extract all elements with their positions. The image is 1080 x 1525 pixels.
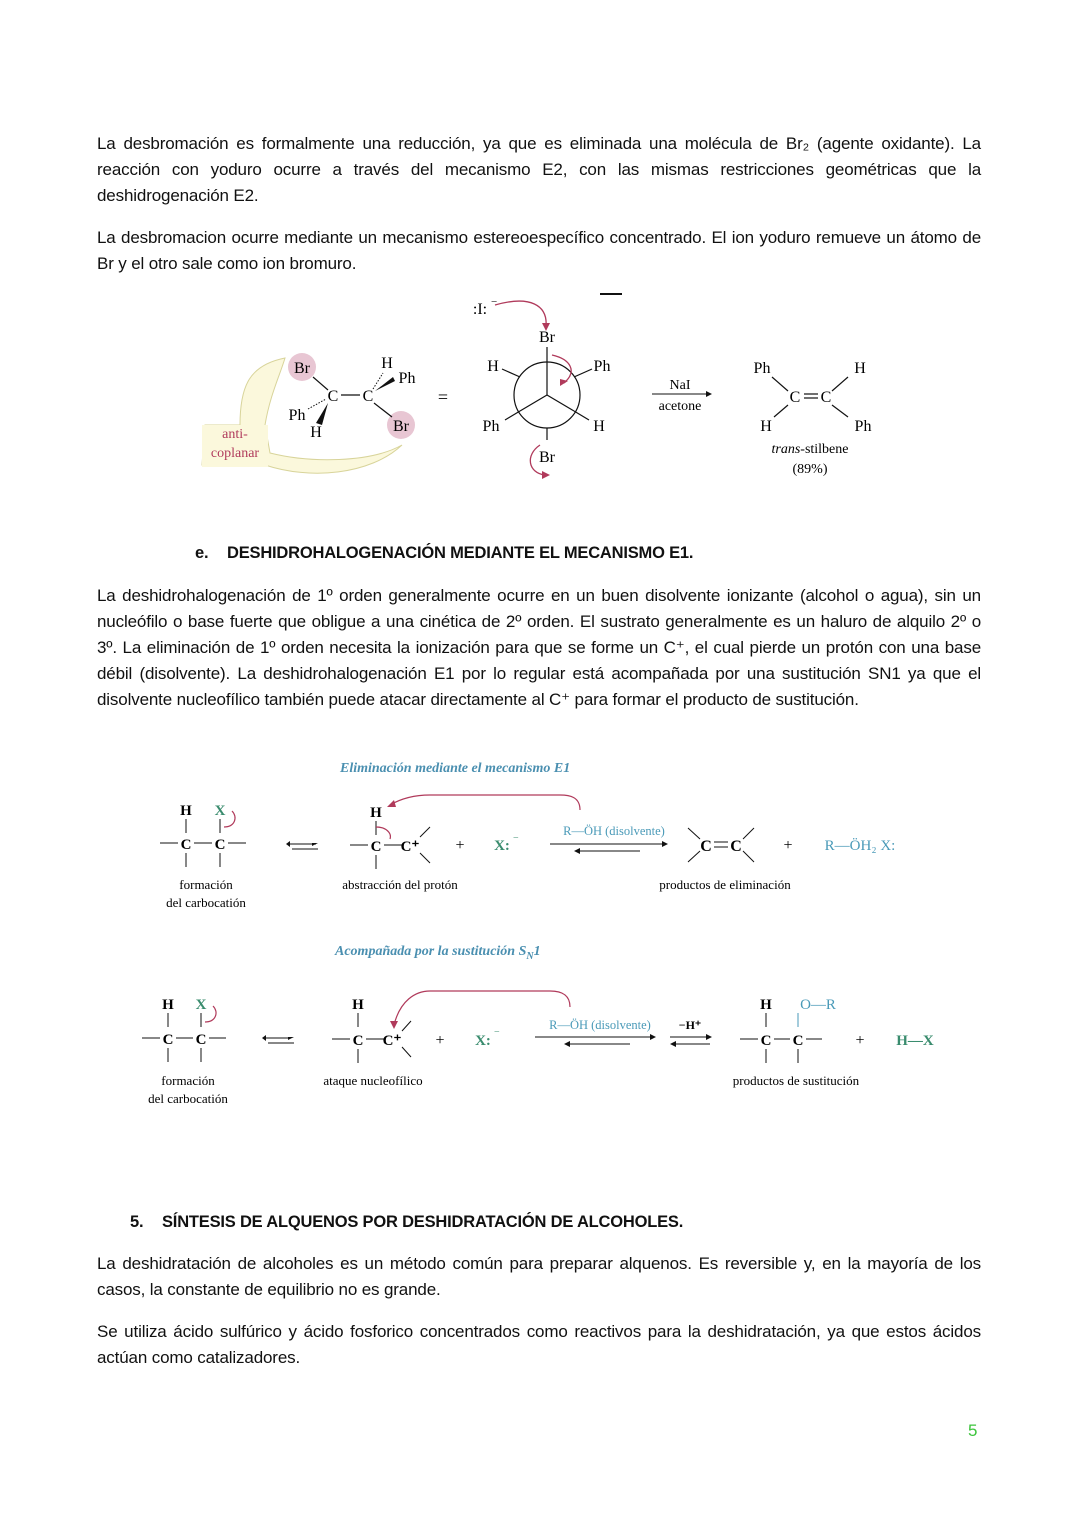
leaving-group: X: [475,1033,491,1049]
section-heading-e [195,544,693,563]
plus-sign: + [455,837,465,854]
atom-c: C [195,1032,207,1048]
figure-sn1-substitution [130,935,950,1115]
caption-carbocation: del carbocatión [148,1091,228,1106]
paragraph-text: La desbromacion ocurre mediante un mecanismo estereoespecífico concentrado. El ion yoduro remueve un átomo de Br y el otro sale como ion bromuro. [97,228,981,273]
caption-elimination-products: productos de eliminación [659,877,791,892]
plus-sign: + [435,1032,445,1049]
paragraph-text: Se utiliza ácido sulfúrico y ácido fosforico concentrados como reactivos para la deshidratación, ya que estos ácidos actúan como catalizadores. [97,1322,981,1367]
curved-arrow-iodide [495,301,546,327]
caption-proton-abstraction: abstracción del protón [342,877,458,892]
section-title: DESHIDROHALOGENACIÓN MEDIANTE EL MECANISMO E1. [227,544,694,562]
scheme-title-e1: Eliminación mediante el mecanismo E1 [340,761,571,776]
iodide-ion: :I: [472,301,488,318]
page-number: 5 [968,1421,978,1440]
atom-h: H [162,997,174,1013]
ether-group: O—R [800,997,836,1013]
plus-sign: + [855,1032,865,1049]
atom-h: H [310,424,322,441]
paragraph-debromination-mechanism [97,225,981,277]
atom-ph: Ph [398,370,416,387]
figure-debromination [190,285,890,485]
atom-h: H [381,355,393,372]
paragraph-e1-description [97,583,981,713]
debromination-scheme-svg [190,285,890,485]
atom-c: C [214,837,226,853]
atom-ph: Ph [854,418,872,435]
atom-ph: Ph [593,358,611,375]
product-name: trans-stilbene [771,442,849,457]
e1-scheme-svg [140,755,940,915]
sn1-scheme-svg [130,935,950,1115]
paragraph-text: La desbromación es formalmente una reducción, ya que es eliminada una molécula de Br₂ (agente oxidante). La reacción con yoduro ocurre a través del mecanismo E2, con las mismas restricciones geométricas que la deshidrogenación E2. [97,134,981,205]
atom-c: C [370,839,382,855]
callout-label-coplanar: coplanar [210,446,260,461]
product-yield: (89%) [792,462,828,477]
atom-c: C [789,389,801,406]
atom-c: C [352,1033,364,1049]
atom-c: C [730,838,742,855]
caption-formation: formación [179,877,233,892]
figure-e1-elimination [140,755,940,915]
atom-br: Br [393,418,409,435]
atom-c: C [362,388,374,405]
atom-h: H [352,997,364,1013]
atom-c: C [162,1032,174,1048]
reagent-nai: NaI [669,378,691,393]
atom-ph: Ph [753,360,771,377]
section-heading-5 [130,1213,683,1232]
atom-c: C [700,838,712,855]
atom-h: H [854,360,866,377]
caption-carbocation: del carbocatión [166,895,246,910]
leaving-charge: − [513,833,519,844]
solvent-label: R—ÖH (disolvente) [549,1018,651,1032]
byproduct-oxonium: R—ÖH₂ X: [824,838,896,854]
atom-c: C [792,1033,804,1049]
atom-x: X [195,997,207,1013]
section-number: e. [195,544,209,562]
paragraph-text: La deshidrohalogenación de 1º orden generalmente ocurre en un buen disolvente ionizante (alcohol o agua), sin un nucleófilo o base fuerte que obligue a una cinética de 2º orden. El sustrato generalmente es un haluro de alquilo 2º o 3º. La eliminación de 1º orden necesita la ionización para que se forme un C⁺, el cual pierde un protón con una base débil (disolvente). La deshidrohalogenación E1 por lo regular está acompañada por una sustitución SN1 ya que el disolvente nucleofílico también puede atacar directamente al C⁺ para formar el producto de sustitución. [97,586,981,709]
reagent-acetone: acetone [658,399,702,414]
proton-abstraction-arrow [390,795,580,810]
atom-x: X [214,803,226,819]
byproduct-hx: H—X [896,1033,934,1049]
paragraph-text: La deshidratación de alcoholes es un método común para preparar alquenos. Es reversible y, en la mayoría de los casos, la constante de equilibrio no es grande. [97,1254,981,1299]
equals-sign: = [437,387,449,407]
atom-h: H [370,805,382,821]
atom-c: C [820,389,832,406]
section-title: SÍNTESIS DE ALQUENOS POR DESHIDRATACIÓN DE ALCOHOLES. [162,1213,684,1231]
callout-label-anti: anti- [222,427,248,442]
atom-h: H [593,418,605,435]
leaving-group: X: [494,838,510,854]
atom-br: Br [539,449,555,466]
atom-br: Br [294,360,310,377]
leaving-charge: − [494,1027,500,1038]
solvent-label: R—ÖH (disolvente) [563,824,665,838]
caption-nucleophilic-attack: ataque nucleofílico [323,1073,423,1088]
atom-c: C [180,837,192,853]
atom-carbocation: C⁺ [400,839,420,855]
atom-br: Br [539,329,555,346]
paragraph-dehydration-intro [97,1251,981,1303]
atom-h: H [487,358,499,375]
iodide-charge: − [491,296,498,308]
caption-substitution-products: productos de sustitución [732,1073,860,1088]
atom-h: H [180,803,192,819]
plus-sign: + [783,837,793,854]
atom-carbocation: C⁺ [382,1033,402,1049]
atom-ph: Ph [482,418,500,435]
atom-c: C [327,388,339,405]
nucleophilic-attack-arrow [394,991,570,1025]
scheme-title-sn1: Acompañada por la sustitución $S_N1$ [335,944,541,962]
atom-h: H [760,418,772,435]
atom-ph: Ph [288,407,306,424]
caption-formation: formación [161,1073,215,1088]
paragraph-debromination-intro [97,131,981,209]
paragraph-dehydration-catalysts [97,1319,981,1371]
section-number: 5. [130,1213,144,1231]
deprotonation-label: −H⁺ [678,1018,702,1032]
atom-h: H [760,997,772,1013]
atom-c: C [760,1033,772,1049]
